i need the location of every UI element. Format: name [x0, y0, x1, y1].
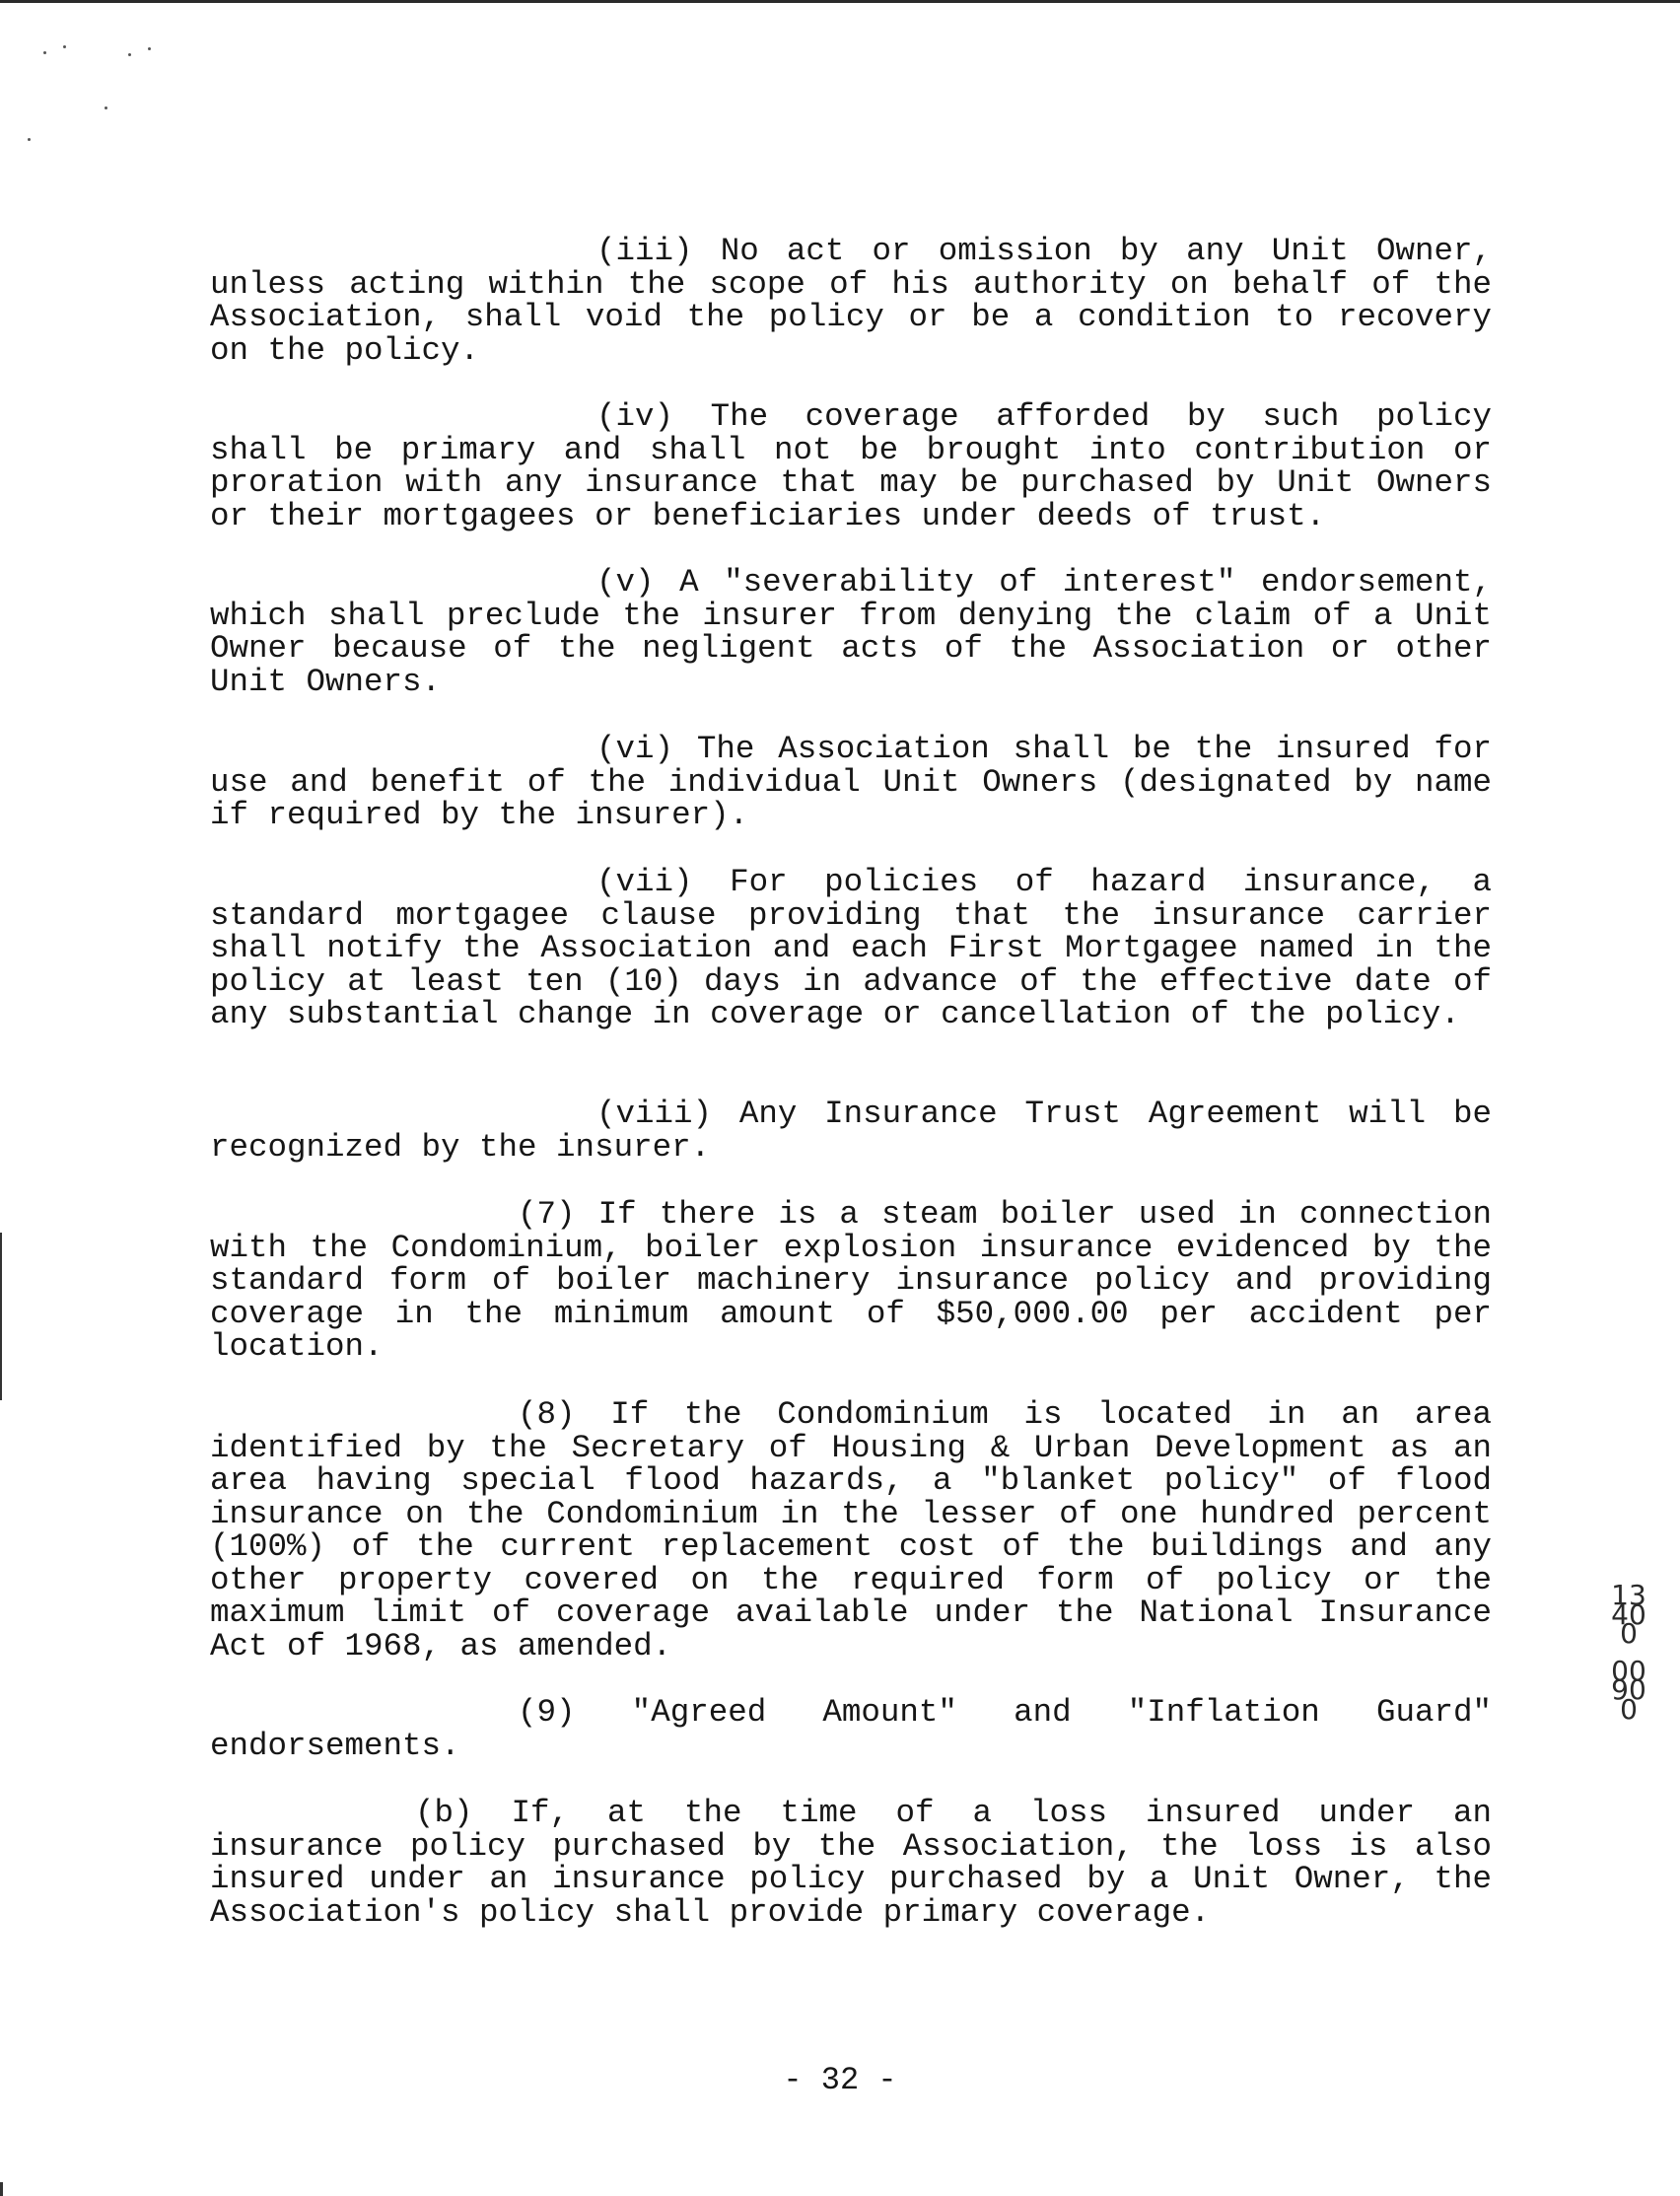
paragraph-text: (vii) For policies of hazard insurance, a standard mortgagee clause providing that the insurance carrier shall notify the Association and each First Mortgagee named in the policy at least ten (10) days in advance of the effective date of any substantial change in coverage or cancellation of the policy.: [210, 864, 1492, 1032]
paragraph-text: (iv) The coverage afforded by such policy shall be primary and shall not be brought into contribution or proration with any insurance that may be purchased by Unit Owners or their mortgagees or beneficiaries under deeds of trust.: [210, 398, 1492, 534]
paragraph-7: [210, 1198, 1492, 1364]
scan-speck: [148, 47, 151, 50]
side-stamp-line: 00900: [1611, 1654, 1646, 1726]
scan-top-border: [0, 0, 1680, 3]
paragraph-9: [210, 1696, 1492, 1762]
paragraph-8: [210, 1398, 1492, 1663]
scan-speck: [105, 106, 107, 109]
paragraph-iv: [210, 400, 1492, 532]
paragraph-v: [210, 566, 1492, 698]
page-number: - 32 -: [783, 2062, 897, 2098]
scan-left-edge-mark: [0, 1233, 2, 1400]
paragraph-vi: [210, 733, 1492, 832]
side-stamp-line: 13400: [1611, 1579, 1646, 1650]
paragraph-viii: [210, 1098, 1492, 1164]
paragraph-vii: [210, 866, 1492, 1031]
paragraph-text: (b) If, at the time of a loss insured under an insurance policy purchased by the Association, the loss is also insured under an insurance policy purchased by a Unit Owner, the Association's policy shall provide primary coverage.: [210, 1795, 1492, 1931]
side-stamp: [1609, 1579, 1648, 1726]
paragraph-b: [210, 1797, 1492, 1929]
scan-speck: [43, 51, 46, 54]
paragraph-text: (v) A "severability of interest" endorsement, which shall preclude the insurer from denying the claim of a Unit Owner because of the negligent acts of the Association or other Unit Owners.: [210, 564, 1492, 700]
scan-speck: [128, 53, 131, 56]
scan-bottom-edge-mark: [0, 2182, 3, 2196]
scan-speck: [63, 45, 66, 48]
paragraph-text: (7) If there is a steam boiler used in connection with the Condominium, boiler explosion insurance evidenced by the standard form of boiler machinery insurance policy and providing coverage in the minimum amount of $50,000.00 per accident per location.: [210, 1196, 1492, 1365]
scan-speck: [28, 138, 31, 141]
paragraph-iii: [210, 235, 1492, 367]
paragraph-text: (9) "Agreed Amount" and "Inflation Guard" endorsements.: [210, 1694, 1492, 1764]
paragraph-text: (8) If the Condominium is located in an area identified by the Secretary of Housing & Urban Development as an area having special flood hazards, a "blanket policy" of flood insurance on the Condominium in the lesser of one hundred percent (100%) of the current replacement cost of the buildings and any other property covered on the required form of policy or the maximum limit of coverage available under the National Insurance Act of 1968, as amended.: [210, 1396, 1492, 1665]
paragraph-text: (viii) Any Insurance Trust Agreement will be recognized by the insurer.: [210, 1096, 1492, 1166]
paragraph-text: (iii) No act or omission by any Unit Owner, unless acting within the scope of his authority on behalf of the Association, shall void the policy or be a condition to recovery on the policy.: [210, 233, 1492, 369]
paragraph-text: (vi) The Association shall be the insured for use and benefit of the individual Unit Owners (designated by name if required by the insurer).: [210, 731, 1492, 833]
